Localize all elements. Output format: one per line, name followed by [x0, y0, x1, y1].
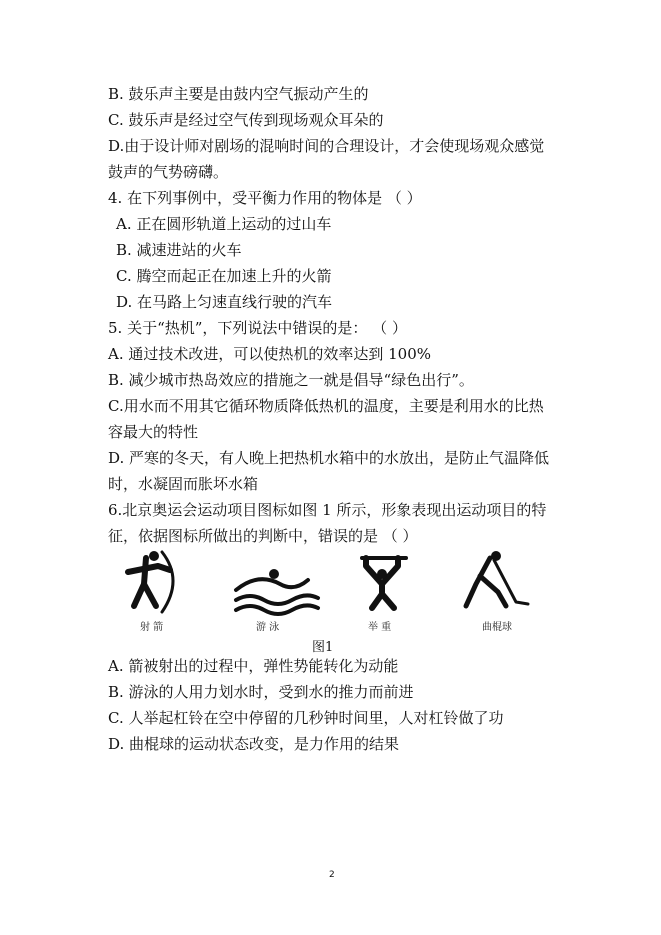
option-4b: B. 减速进站的火车 — [116, 241, 242, 259]
option-3d: D.由于设计师对剧场的混响时间的合理设计，才会使现场观众感觉 — [108, 137, 545, 155]
option-3c: C. 鼓乐声是经过空气传到现场观众耳朵的 — [108, 111, 384, 129]
caption-hockey: 曲棍球 — [482, 622, 512, 633]
option-5c-cont: 容最大的特性 — [108, 423, 199, 441]
option-3d-cont: 鼓声的气势磅礴。 — [108, 163, 229, 181]
question-6-cont: 征，依据图标所做出的判断中，错误的是 （ ） — [108, 527, 418, 545]
caption-weightlifting: 举 重 — [368, 622, 392, 633]
caption-swimming: 游 泳 — [256, 622, 280, 633]
archery-icon — [128, 551, 173, 612]
question-5: 5. 关于“热机”，下列说法中错误的是： （ ） — [108, 319, 407, 337]
option-5a: A. 通过技术改进，可以使热机的效率达到 100% — [108, 345, 432, 363]
option-4c: C. 腾空而起正在加速上升的火箭 — [116, 267, 332, 285]
figure-title: 图1 — [312, 640, 334, 655]
option-4d: D. 在马路上匀速直线行驶的汽车 — [116, 293, 333, 311]
option-6d: D. 曲棍球的运动状态改变，是力作用的结果 — [108, 735, 400, 753]
caption-archery: 射 箭 — [140, 622, 164, 633]
option-6a: A. 箭被射出的过程中，弹性势能转化为动能 — [108, 657, 399, 675]
hockey-icon — [466, 551, 528, 606]
question-4: 4. 在下列事例中，受平衡力作用的物体是 （ ） — [108, 189, 422, 207]
option-5b: B. 减少城市热岛效应的措施之一就是倡导“绿色出行”。 — [108, 371, 474, 389]
option-3b: B. 鼓乐声主要是由鼓内空气振动产生的 — [108, 85, 369, 103]
option-6c: C. 人举起杠铃在空中停留的几秒钟时间里，人对杠铃做了功 — [108, 709, 504, 727]
option-5d: D. 严寒的冬天，有人晚上把热机水箱中的水放出，是防止气温降低 — [108, 449, 550, 467]
question-6: 6.北京奥运会运动项目图标如图 1 所示，形象表现出运动项目的特 — [108, 501, 547, 519]
option-6b: B. 游泳的人用力划水时，受到水的推力而前进 — [108, 683, 414, 701]
option-5c: C.用水而不用其它循环物质降低热机的温度，主要是利用水的比热 — [108, 397, 544, 415]
option-4a: A. 正在圆形轨道上运动的过山车 — [116, 215, 332, 233]
swimming-icon — [236, 569, 318, 614]
option-5d-cont: 时，水凝固而胀坏水箱 — [108, 475, 259, 493]
weightlifting-icon — [362, 558, 406, 608]
page-number: 2 — [329, 870, 335, 880]
